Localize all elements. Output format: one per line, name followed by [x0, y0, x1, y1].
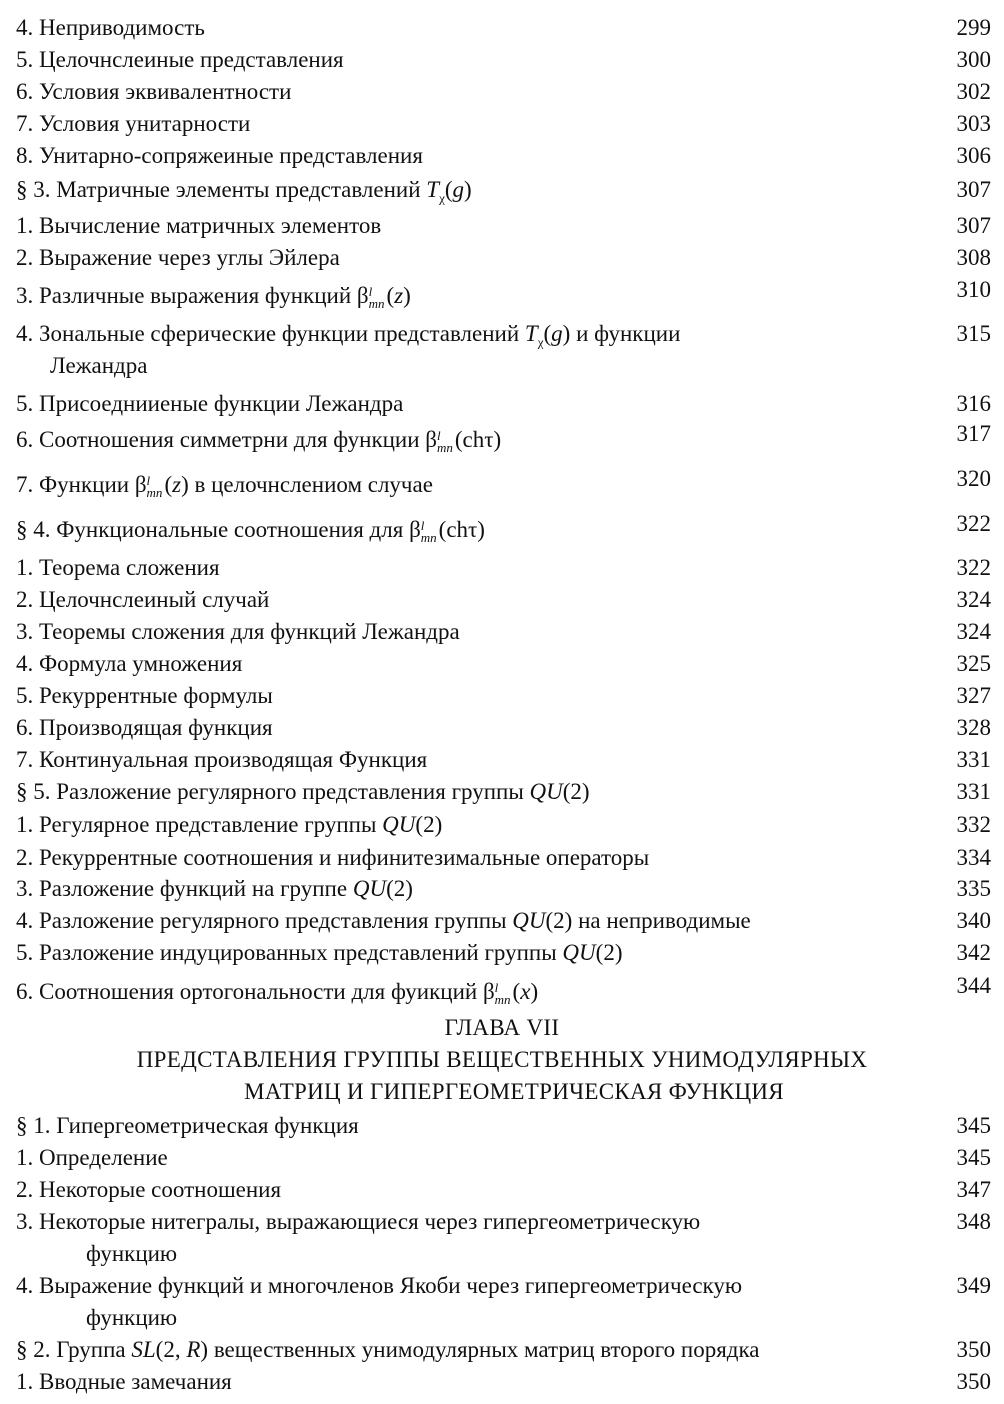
math-formula: β l mn (chτ): [425, 427, 502, 455]
entry-text: 3. Различные выражения функций: [16, 283, 357, 308]
entry-page: 308: [956, 245, 991, 270]
entry-text: § 5. Разложение регулярного представления группы: [16, 779, 530, 804]
math-formula: β l mn (z): [356, 283, 411, 311]
math-formula: β l mn (chτ): [409, 517, 485, 545]
entry-page: 307: [956, 213, 991, 238]
entry-title: § 1. Гипергеометрическая функция: [16, 1113, 359, 1138]
entry-page: 342: [956, 940, 991, 965]
entry-title: 2. Целочнслеиный случай: [16, 587, 270, 612]
entry-title: 6. Производящая функция: [16, 715, 273, 740]
entry-page: 347: [956, 1177, 991, 1202]
entry-page: 302: [956, 79, 991, 104]
entry-page: 322: [956, 511, 991, 536]
entry-title: 4. Формула умножения: [16, 651, 243, 676]
entry-title: [16, 776, 590, 808]
entry-text: в целочнслениом случае: [188, 472, 433, 497]
entry-title: 1. Теорема сложения: [16, 555, 220, 580]
entry-page: 327: [956, 683, 991, 708]
entry-page: 332: [956, 812, 991, 837]
entry-title: 1. Вычисление матричных элементов: [16, 213, 382, 238]
entry-title: 7. Континуальная производящая Функция: [16, 747, 428, 772]
math-formula: SL(2, R): [131, 1337, 209, 1362]
entry-title: [16, 424, 501, 456]
entry-page: 310: [956, 277, 991, 302]
entry-continuation: функцию: [86, 1305, 178, 1330]
entry-page: 300: [956, 47, 991, 72]
entry-page: 320: [956, 466, 991, 491]
chapter-title-line-2: МАТРИЦ И ГИПЕРГЕОМЕТРИЧЕСКАЯ ФУНКЦИЯ: [244, 1079, 784, 1104]
entry-page: 303: [956, 111, 991, 136]
entry-page: 316: [956, 391, 991, 416]
entry-page: 324: [956, 619, 991, 644]
entry-page: 348: [956, 1209, 991, 1234]
entry-page: 335: [956, 876, 991, 901]
entry-text: 6. Соотношения ортогональности для фуикций: [16, 979, 483, 1004]
entry-title: [16, 1334, 760, 1366]
entry-page: 345: [956, 1145, 991, 1170]
entry-title: [16, 937, 622, 969]
entry-title: [16, 469, 433, 501]
math-formula: $T_\chi(g)$: [524, 321, 571, 350]
entry-title: 6. Условия эквивалентности: [16, 79, 292, 104]
entry-continuation: Лежандра: [50, 353, 148, 378]
math-formula: QU(2): [352, 876, 413, 901]
math-formula: QU(2): [382, 812, 443, 837]
entry-title: [16, 174, 472, 206]
entry-text: § 4. Функциональные соотношения для: [16, 517, 410, 542]
math-formula: QU(2): [562, 940, 623, 965]
entry-page: 340: [956, 908, 991, 933]
entry-text: 6. Соотношения симметрни для функции: [16, 427, 426, 452]
entry-title: [16, 873, 413, 905]
entry-title: 2. Некоторые соотношения: [16, 1177, 282, 1202]
entry-title: 3. Некоторые нитегралы, выражающиеся через гипергеометрическую: [16, 1209, 701, 1234]
entry-title: 3. Теоремы сложения для функций Лежандра: [16, 619, 460, 644]
entry-text: 7. Функции: [16, 472, 135, 497]
entry-title: 4. Неприводимость: [16, 15, 205, 40]
entry-page: 324: [956, 587, 991, 612]
entry-text: вещественных унимодулярных матриц второго порядка: [208, 1337, 760, 1362]
entry-page: 299: [956, 15, 991, 40]
entry-title: [16, 514, 485, 546]
entry-title: 5. Присоеднииеные функции Лежандра: [16, 391, 404, 416]
entry-title: [16, 280, 411, 312]
entry-page: 322: [956, 555, 991, 580]
entry-page: 317: [956, 421, 991, 446]
math-formula: QU(2): [512, 908, 573, 933]
entry-page: 345: [956, 1113, 991, 1138]
entry-text: 3. Разложение функций на группе: [16, 876, 353, 901]
entry-text: § 3. Матричные элементы представлений: [16, 177, 427, 202]
entry-title: [16, 318, 680, 350]
entry-title: [16, 976, 538, 1008]
entry-page: 306: [956, 143, 991, 168]
entry-text: 5. Разложение индуцированных представлений группы: [16, 940, 563, 965]
entry-title: 5. Рекуррентные формулы: [16, 683, 273, 708]
entry-title: [16, 809, 442, 841]
entry-page: 350: [956, 1369, 991, 1394]
entry-title: 1. Определение: [16, 1145, 168, 1170]
entry-title: 8. Унитарно-сопряжеиные представления: [16, 143, 423, 168]
chapter-title-line-1: ПРЕДСТАВЛЕНИЯ ГРУППЫ ВЕЩЕСТВЕННЫХ УНИМОДУЛЯРНЫХ: [136, 1047, 868, 1072]
entry-page: 325: [956, 651, 991, 676]
entry-title: [16, 905, 751, 937]
entry-text: 1. Регулярное представление группы: [16, 812, 383, 837]
entry-page: 334: [956, 845, 991, 870]
math-formula: QU(2): [529, 779, 590, 804]
entry-page: 307: [956, 177, 991, 202]
entry-page: 349: [956, 1273, 991, 1298]
entry-title: 2. Рекуррентные соотношения и нифинитезимальные операторы: [16, 845, 650, 870]
math-formula: $T_\chi(g)$: [426, 177, 472, 206]
entry-title: 1. Вводные замечания: [16, 1369, 232, 1394]
entry-text: § 2. Группа: [16, 1337, 132, 1362]
entry-title: 4. Выражение функций и многочленов Якоби через гипергеометрическую: [16, 1273, 743, 1298]
entry-page: 331: [956, 779, 991, 804]
entry-page: 350: [956, 1337, 991, 1362]
chapter-label: ГЛАВА VII: [444, 1015, 560, 1040]
entry-title: 5. Целочнслеиные представления: [16, 47, 344, 72]
entry-text: 4. Зональные сферические функции представлений: [16, 321, 525, 346]
entry-text: на неприводимые: [572, 908, 751, 933]
entry-page: 331: [956, 747, 991, 772]
math-formula: β l mn (z): [134, 472, 189, 500]
entry-continuation: функцию: [86, 1241, 178, 1266]
math-formula: β l mn (x): [482, 979, 539, 1007]
entry-page: 344: [956, 973, 991, 998]
entry-page: 328: [956, 715, 991, 740]
entry-page: 315: [956, 321, 991, 346]
entry-text: и функции: [570, 321, 681, 346]
entry-title: 7. Условия унитарности: [16, 111, 251, 136]
entry-text: 4. Разложение регулярного представления группы: [16, 908, 513, 933]
entry-title: 2. Выражение через углы Эйлера: [16, 245, 340, 270]
